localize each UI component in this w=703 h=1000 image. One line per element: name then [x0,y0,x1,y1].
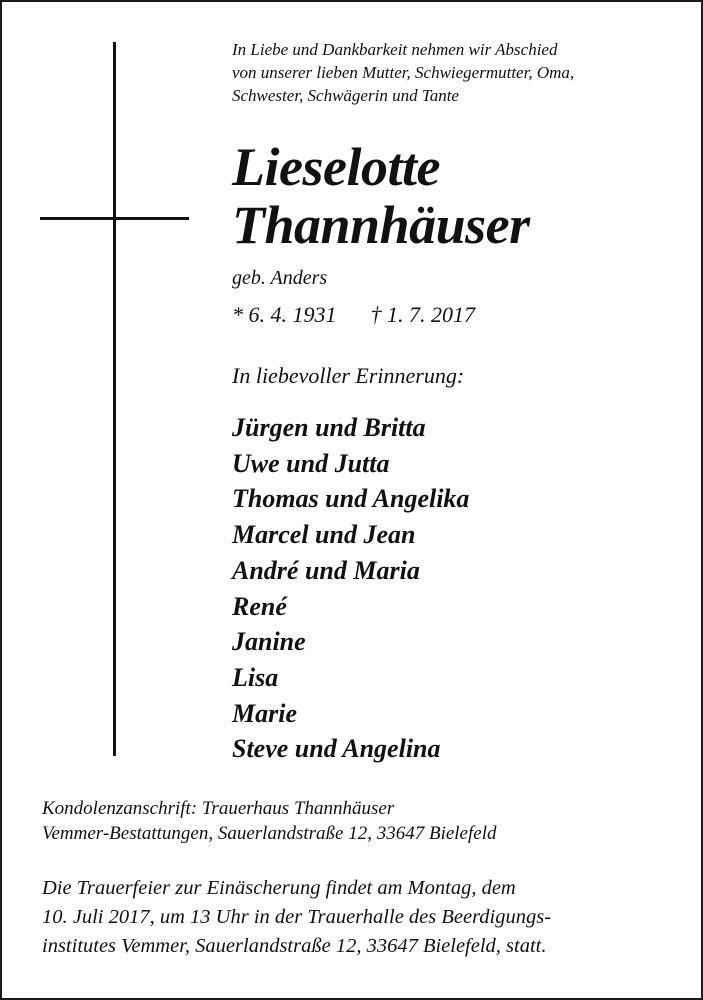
birth-date: * 6. 4. 1931 [232,302,337,327]
ceremony-line: Die Trauerfeier zur Einäscherung findet am Montag, dem [42,877,516,899]
mourner-entry: René [232,591,287,621]
first-name: Lieselotte [232,137,440,197]
mourner-entry: Steve und Angelina [232,734,441,764]
ceremony-notice [42,874,551,961]
mourner-entry: Janine [232,627,306,657]
mourner-entry: André und Maria [232,555,420,585]
death-date: † 1. 7. 2017 [370,302,475,327]
mourner-entry: Uwe und Jutta [232,448,390,478]
mourner-entry: Lisa [232,662,279,692]
ceremony-line: institutes Vemmer, Sauerlandstraße 12, 33647 Bielefeld, statt. [42,935,547,957]
mourner-entry: Marcel und Jean [232,520,416,550]
mourner-entry: Marie [232,698,297,728]
remembrance-heading: In liebevoller Erinnerung: [232,363,465,388]
intro-line: Schwester, Schwägerin und Tante [232,86,459,105]
intro-text [232,38,682,107]
condolence-line: Vemmer-Bestattungen, Sauerlandstraße 12, 33647 Bielefeld [42,823,497,844]
intro-line: In Liebe und Dankbarkeit nehmen wir Abschied [232,40,558,59]
mourners-list [232,410,469,767]
deceased-name [232,138,530,254]
maiden-name: geb. Anders [232,267,328,289]
mourner-entry: Jürgen und Britta [232,413,426,442]
last-name: Thannhäuser [232,195,530,255]
mourner-entry: Thomas und Angelika [232,484,470,514]
cross-horizontal-bar [40,217,189,220]
life-dates [232,301,475,329]
condolence-line: Kondolenzanschrift: Trauerhaus Thannhäuser [42,798,395,819]
ceremony-line: 10. Juli 2017, um 13 Uhr in der Trauerhalle des Beerdigungs- [42,906,552,928]
cross-vertical-bar [113,42,116,756]
condolence-address [42,796,496,846]
intro-line: von unserer lieben Mutter, Schwiegermutter, Oma, [232,63,575,82]
